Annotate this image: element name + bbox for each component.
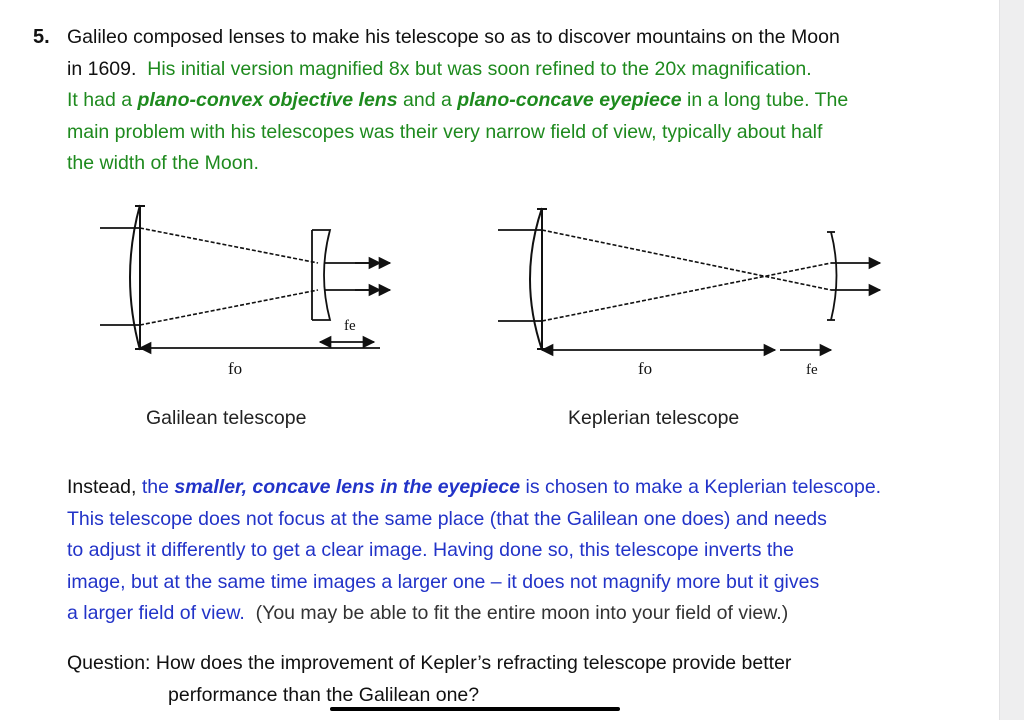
para1-line5: the width of the Moon.	[67, 152, 259, 175]
para2-line2: This telescope does not focus at the same place (that the Galilean one does) and needs	[67, 507, 827, 530]
para1-line2	[67, 54, 927, 86]
galilean-objective-lens	[130, 205, 140, 350]
galilean-fo-label: fo	[228, 359, 243, 378]
para2-line5	[67, 598, 927, 630]
keplerian-paragraph	[67, 472, 927, 630]
para2-line3: to adjust it differently to get a clear image. Having done so, this telescope inverts the	[67, 539, 794, 562]
telescope-diagrams	[90, 200, 910, 380]
para1-line1: Galileo composed lenses to make his telescope so as to discover mountains on the Moon	[67, 26, 840, 48]
keplerian-eyepiece-lens	[831, 232, 837, 320]
para1-line2-green: His initial version magnified 8x but was soon refined to the 20x magnification.	[147, 57, 812, 80]
concave-eyepiece-term: smaller, concave lens in the eyepiece	[174, 476, 521, 498]
question-number: 5.	[33, 26, 50, 48]
para2-line5-blue: a larger field of view.	[67, 602, 245, 625]
question-block	[67, 648, 927, 711]
para1-line3-c: and a	[403, 89, 452, 112]
para2-line1-instead: Instead,	[67, 476, 137, 498]
para1-line3-e: in a long tube. The	[687, 89, 849, 112]
para1-line3-a: It had a	[67, 89, 133, 112]
question-line2: performance than the Galilean one?	[168, 683, 480, 706]
keplerian-diagram	[498, 208, 880, 350]
para2-line1-rest: is chosen to make a Keplerian telescope.	[525, 476, 882, 498]
scroll-gutter[interactable]	[999, 0, 1024, 720]
question-line1: Question: How does the improvement of Kepler’s refracting telescope provide better	[67, 652, 792, 674]
para2-line4: image, but at the same time images a larger one – it does not magnify more but it gives	[67, 570, 820, 593]
handwritten-underline	[330, 707, 620, 711]
intro-paragraph	[67, 22, 927, 180]
para1-line4: main problem with his telescopes was their very narrow field of view, typically about half	[67, 120, 823, 143]
galilean-fe-label: fe	[344, 318, 356, 334]
objective-lens-term: plano-convex objective lens	[137, 89, 398, 112]
keplerian-fo-label: fo	[638, 359, 653, 378]
keplerian-fe-label: fe	[806, 362, 818, 378]
para2-line1	[67, 472, 927, 504]
para2-line1-the: the	[141, 476, 169, 498]
galilean-eyepiece-lens	[312, 230, 330, 320]
para2-line5-note: (You may be able to fit the entire moon into your field of view.)	[255, 602, 789, 625]
keplerian-caption: Keplerian telescope	[568, 407, 740, 429]
eyepiece-term: plano-concave eyepiece	[457, 89, 682, 112]
galilean-caption: Galilean telescope	[146, 407, 307, 429]
para1-line3	[67, 85, 927, 117]
para1-line2-date: in 1609.	[67, 57, 137, 80]
